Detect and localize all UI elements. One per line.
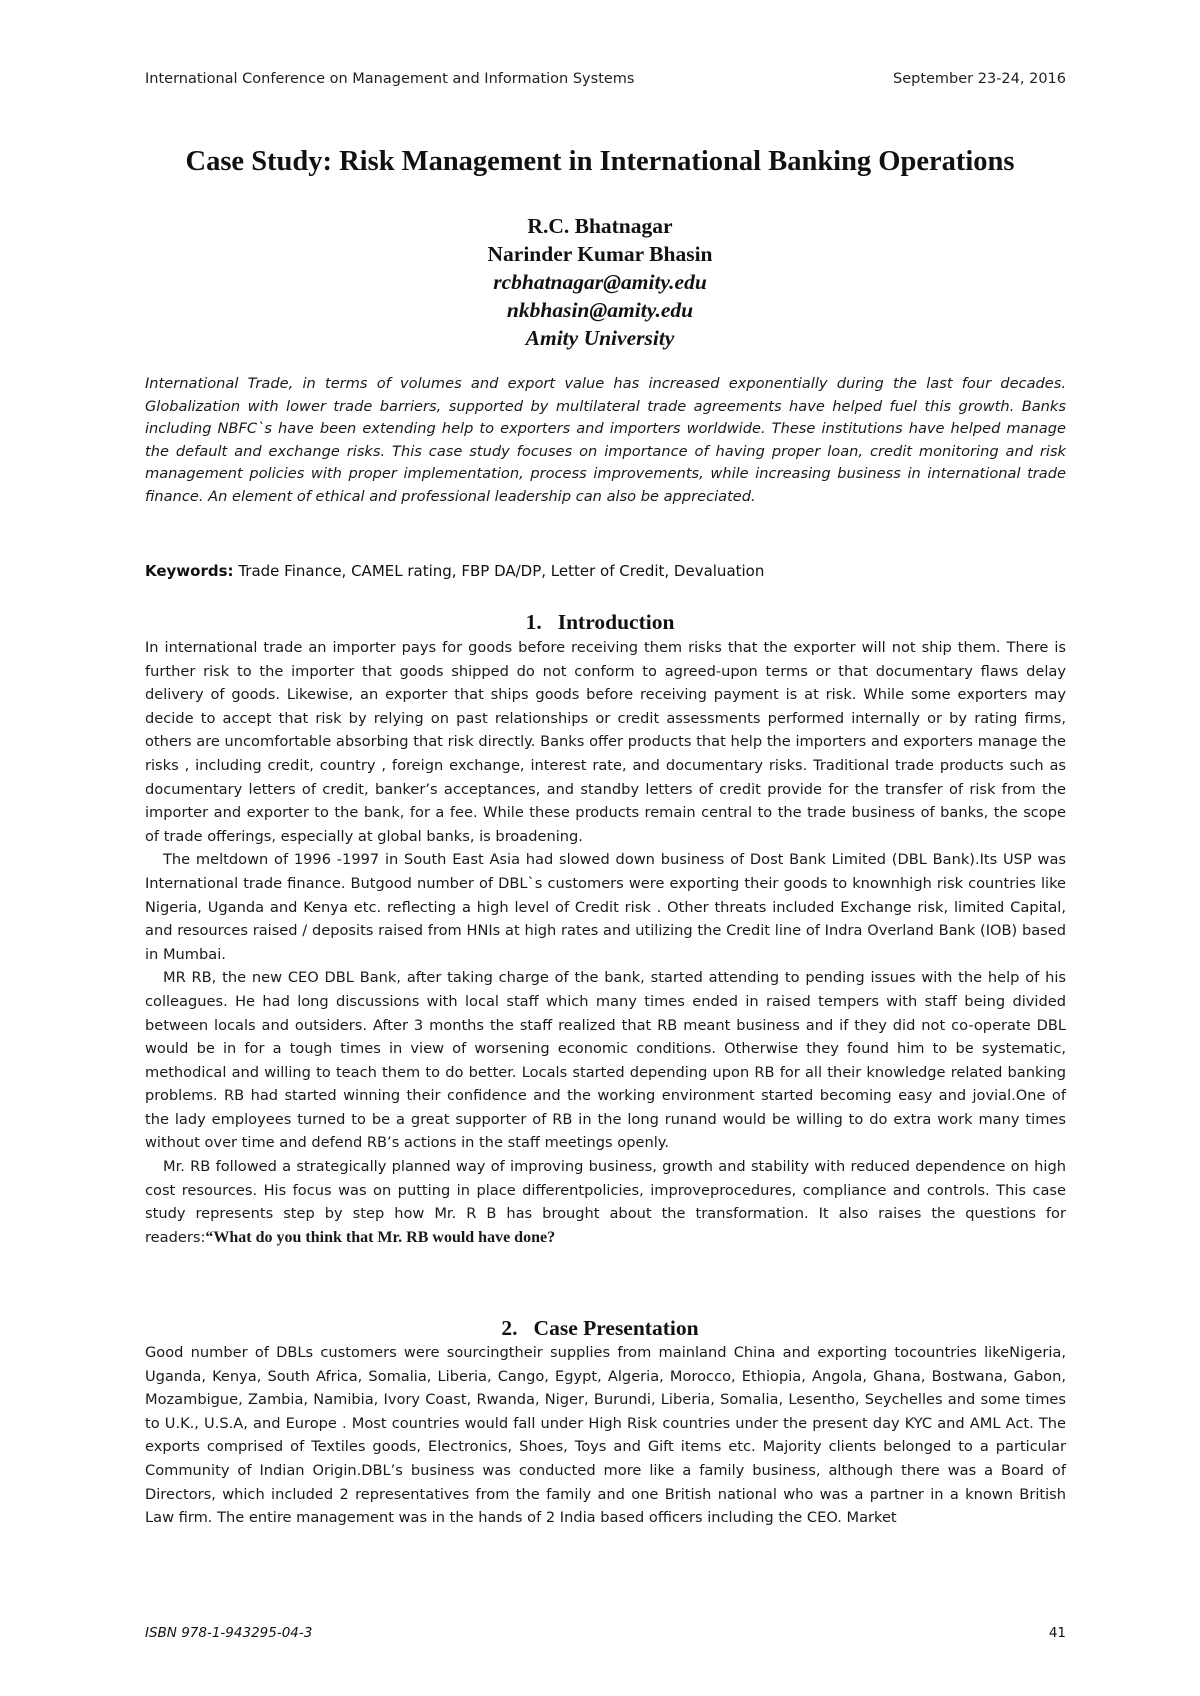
- introduction-body: [145, 636, 1066, 1249]
- author-block: [0, 212, 1200, 352]
- isbn: ISBN 978-1-943295-04-3: [145, 1625, 313, 1641]
- running-header: [145, 71, 1066, 95]
- paragraph: Good number of DBLs customers were sourcingtheir supplies from mainland China and exporting tocountries likeNigeria, Uganda, Kenya, South Africa, Somalia, Liberia, Cango, Egypt, Algeria, Morocco, Ethiopia, Angola, Ghana, Bostwana, Gabon, Mozambigue, Zambia, Namibia, Ivory Coast, Rwanda, Niger, Burundi, Liberia, Somalia, Lesentho, Seychelles and some times to U.K., U.S.A, and Europe . Most countries would fall under High Risk countries under the present day KYC and AML Act. The exports comprised of Textiles goods, Electronics, Shoes, Toys and Gift items etc. Majority clients belonged to a particular Community of Indian Origin.DBL’s business was conducted more like a family business, although there was a Board of Directors, which included 2 representatives from the family and one British national who was a partner in a known British Law firm. The entire management was in the hands of 2 India based officers including the CEO. Market: [145, 1344, 1066, 1527]
- paragraph: In international trade an importer pays for goods before receiving them risks that the exporter will not ship them. There is further risk to the importer that goods shipped do not conform to agreed-upon terms or that documentary flaws delay delivery of goods. Likewise, an exporter that ships goods before receiving payment is at risk. While some exporters may decide to accept that risk by relying on past relationships or credit assessments performed internally or by rating firms, others are uncomfortable absorbing that risk directly. Banks offer products that help the importers and exporters manage the risks , including credit, country , foreign exchange, interest rate, and documentary risks. Traditional trade products such as documentary letters of credit, banker’s acceptances, and standby letters of credit provide for the transfer of risk from the importer and exporter to the bank, for a fee. While these products remain central to the trade business of banks, the scope of trade offerings, especially at global banks, is broadening.: [145, 639, 1066, 845]
- section-number: 1.: [525, 610, 542, 634]
- paper-title: Case Study: Risk Management in International Banking Operations: [185, 146, 1015, 177]
- author-email: rcbhatnagar@amity.edu: [493, 270, 707, 294]
- author-affiliation: Amity University: [525, 326, 675, 350]
- page-footer: [145, 1625, 1066, 1645]
- paragraph: [145, 1155, 1066, 1249]
- paragraph: The meltdown of 1996 -1997 in South East Asia had slowed down business of Dost Bank Limited (DBL Bank).Its USP was International trade finance. Butgood number of DBL`s customers were exporting their goods to knownhigh risk countries like Nigeria, Uganda and Kenya etc. reflecting a high level of Credit risk . Other threats included Exchange risk, limited Capital, and resources raised / deposits raised from HNIs at high rates and utilizing the Credit line of Indra Overland Bank (IOB) based in Mumbai.: [145, 851, 1066, 963]
- section-heading-introduction: [0, 610, 1200, 635]
- page-number: 41: [1048, 1625, 1066, 1641]
- keywords-text: Trade Finance, CAMEL rating, FBP DA/DP, Letter of Credit, Devaluation: [238, 562, 765, 580]
- abstract: International Trade, in terms of volumes and export value has increased exponentially during the last four decades. Globalization with lower trade barriers, supported by multilateral trade agreements have helped fuel this growth. Banks including NBFC`s have been extending help to exporters and importers worldwide. These institutions have helped manage the default and exchange risks. This case study focuses on importance of having proper loan, credit monitoring and risk management policies with proper implementation, process improvements, while increasing business in international trade finance. An element of ethical and professional leadership can also be appreciated.: [145, 375, 1066, 505]
- paragraph-text: Mr. RB followed a strategically planned way of improving business, growth and stability with reduced dependence on high cost resources. His focus was on putting in place differentpolicies, improveprocedures, compliance and controls. This case study represents step by step how Mr. R B has brought about the transformation. It also raises the questions for readers:: [145, 1158, 1066, 1246]
- paragraph: MR RB, the new CEO DBL Bank, after taking charge of the bank, started attending to pending issues with the help of his colleagues. He had long discussions with local staff which many times ended in raised tempers with staff being divided between locals and outsiders. After 3 months the staff realized that RB meant business and if they did not co-operate DBL would be in for a tough times in view of worsening economic conditions. Otherwise they found him to be systematic, methodical and willing to teach them to do better. Locals started depending upon RB for all their knowledge related banking problems. RB had started winning their confidence and the working environment started becoming easy and jovial.One of the lady employees turned to be a great supporter of RB in the long runand would be willing to do extra work many times without over time and defend RB’s actions in the staff meetings openly.: [145, 969, 1066, 1152]
- keywords: [145, 562, 1066, 580]
- author-email: nkbhasin@amity.edu: [506, 298, 694, 322]
- case-presentation-body: [145, 1341, 1066, 1530]
- section-heading-case-presentation: [0, 1316, 1200, 1341]
- section-number: 2.: [501, 1316, 518, 1340]
- author-name: Narinder Kumar Bhasin: [487, 242, 713, 266]
- keywords-label: Keywords:: [145, 562, 234, 580]
- author-name: R.C. Bhatnagar: [527, 214, 673, 238]
- section-title: Introduction: [557, 610, 675, 634]
- reader-question: “What do you think that Mr. RB would have done?: [205, 1228, 556, 1246]
- conference-date: September 23-24, 2016: [892, 71, 1066, 87]
- section-title: Case Presentation: [533, 1316, 699, 1340]
- conference-name: International Conference on Management and Information Systems: [145, 71, 635, 87]
